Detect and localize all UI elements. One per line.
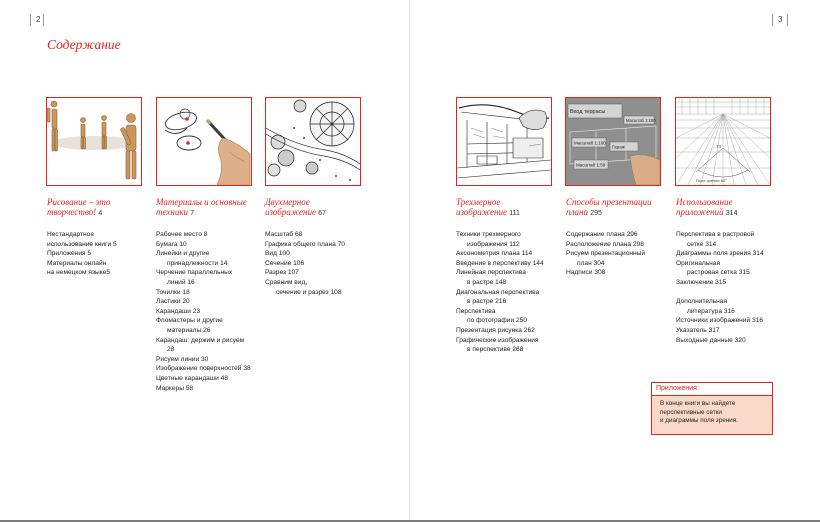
- list-item: Маркеры 58: [156, 384, 194, 392]
- section-title: [566, 197, 670, 219]
- list-item: Диагональная перспектива: [456, 288, 540, 296]
- grid-field-of-view-label: Поле зрения 60°: [696, 178, 727, 183]
- list-item: на немецком языке5: [47, 269, 111, 277]
- list-item: Техники трехмерного: [456, 231, 521, 238]
- list-item: Линейная перспектива: [456, 269, 526, 277]
- list-item: Рисуем линии 30: [156, 355, 209, 363]
- section-materials-techniques: [156, 197, 260, 393]
- page-fold: [409, 0, 410, 520]
- list-item: Аксонометрия плана 114: [456, 250, 533, 258]
- list-item: 28: [167, 346, 175, 354]
- list-item: Введение в перспективу 144: [456, 259, 544, 267]
- list-item: Разрез 107: [265, 269, 299, 277]
- thumbnail-mannequins: [46, 97, 142, 186]
- list-item: по фотографии 250: [467, 317, 527, 325]
- list-item: сетке 314: [687, 240, 717, 248]
- list-item: Черчение параллельных: [156, 269, 233, 277]
- thumbnail-presentation-plan: [565, 97, 661, 186]
- list-item: Сравним вид,: [265, 278, 308, 286]
- list-item: литература 316: [687, 307, 735, 315]
- list-item: план 304: [577, 259, 605, 267]
- section-3d-representation: [456, 197, 560, 355]
- list-item: Цветные карандаши 48: [156, 374, 228, 382]
- list-item: Диаграммы поля зрения 314: [676, 250, 764, 258]
- list-item: Ластики 20: [156, 298, 190, 306]
- thumbnail-perspective-sketch: [456, 97, 552, 186]
- plan-label-garage: Гараж: [612, 144, 625, 150]
- page-number-left: 2: [36, 15, 41, 24]
- list-item: Нестандартное: [47, 231, 95, 238]
- section-page-number: 7: [190, 210, 195, 217]
- section-title: [47, 197, 151, 219]
- list-item: Дополнительная: [676, 298, 728, 306]
- list-item: Расположение плана 298: [566, 240, 644, 248]
- grid-small-label: 74: [716, 144, 722, 149]
- list-item: сечение и разрез 108: [276, 288, 342, 296]
- plan-label-scale-3: Масштаб 1:100: [626, 118, 656, 123]
- section-page-number: 295: [590, 210, 602, 217]
- list-item: Рабочее место 8: [156, 231, 208, 238]
- list-item: Надписи 308: [566, 269, 606, 277]
- section-title: [456, 197, 560, 219]
- section-page-number: 67: [318, 210, 327, 217]
- list-item: Изображение поверхностей 38: [156, 365, 251, 373]
- appendix-note-line: и диаграммы поля зрения.: [660, 417, 738, 425]
- section-page-number: 314: [725, 210, 738, 217]
- list-item: Перспектива: [456, 307, 496, 315]
- list-item: Оригинальная: [676, 259, 721, 267]
- appendix-note-box: [651, 382, 773, 435]
- crop-mark: [43, 14, 44, 26]
- appendix-note-heading: Приложения:: [652, 383, 772, 396]
- section-title-line: техники: [156, 207, 189, 217]
- section-title-line: Способы презентации: [566, 197, 652, 207]
- section-2d-representation: [265, 197, 369, 297]
- appendix-note-body: [652, 396, 772, 426]
- section-using-appendices: [676, 197, 780, 345]
- section-title: [265, 197, 369, 219]
- list-item: Рисуем презентационный: [566, 250, 646, 258]
- list-item: Презентация рисунка 262: [456, 326, 535, 334]
- list-item: Содержание плана 296: [566, 231, 638, 238]
- section-title-line: Двухмерное: [265, 197, 310, 207]
- list-item: принадлежности 14: [167, 259, 228, 267]
- list-item: в растре 148: [467, 278, 507, 286]
- list-item: Заключение 315: [676, 278, 727, 286]
- page-title: Содержание: [47, 37, 121, 52]
- section-title-line: Материалы и основные: [156, 197, 247, 207]
- thumbnail-perspective-grid: [675, 97, 771, 186]
- list-item: Карандаш: держим и рисуем: [156, 336, 245, 344]
- list-item: линий 16: [167, 278, 195, 286]
- section-page-number: 4: [98, 210, 103, 217]
- thumbnail-site-plan: [265, 97, 361, 186]
- list-item: Линейки и другие: [156, 250, 210, 258]
- crop-mark: [30, 14, 31, 26]
- list-item: Точилки 18: [156, 288, 190, 296]
- thumbnail-drawing-hand: [156, 97, 252, 186]
- list-item: Фломастеры и другие: [156, 317, 223, 325]
- section-title-line: Трехмерное: [456, 197, 501, 207]
- section-page-number: 111: [509, 210, 520, 217]
- list-item: использование книги 5: [47, 240, 117, 248]
- list-item: Сечение 106: [265, 259, 305, 267]
- appendix-note-line: В конце книги вы найдете: [660, 400, 736, 407]
- section-title-line: творчество!: [47, 207, 97, 217]
- section-title: [676, 197, 780, 219]
- section-title-line: Использование: [676, 197, 733, 207]
- list-item: в растре 216: [467, 298, 507, 306]
- list-item: изображения 112: [467, 240, 520, 248]
- plan-label-entrance: Вход террасы: [570, 109, 606, 115]
- list-item: Карандаши 23: [156, 307, 201, 315]
- section-title-line: изображение: [456, 207, 508, 217]
- list-item: в перспективе 268: [467, 346, 524, 354]
- list-item: Материалы онлайн: [47, 259, 107, 267]
- section-title-line: изображение: [265, 207, 317, 217]
- section-title: [156, 197, 260, 219]
- list-item: материалы 26: [167, 326, 211, 334]
- list-item: Источники изображений 316: [676, 317, 763, 325]
- list-item: Вид 100: [265, 250, 290, 258]
- list-item: Графика общего плана 70: [265, 240, 345, 248]
- list-item: Выходные данные 320: [676, 336, 746, 344]
- page-number-right: 3: [778, 15, 783, 24]
- list-item: Бумага 10: [156, 240, 187, 248]
- list-item: растровая сетка 315: [687, 269, 750, 277]
- appendix-note-line: перспективные сетки: [660, 408, 722, 416]
- list-item: Указатель 317: [676, 326, 720, 334]
- list-item: Перспектива в растровой: [676, 231, 755, 238]
- section-title-line: плана: [566, 207, 588, 217]
- list-item: Масштаб 68: [265, 231, 303, 238]
- section-title-line: приложений: [676, 207, 724, 217]
- plan-label-scale-2: Масштаб 1:50: [576, 162, 606, 168]
- section-drawing-creativity: [47, 197, 151, 278]
- list-item: Графические изображения: [456, 336, 539, 344]
- section-plan-presentation: [566, 197, 670, 278]
- plan-label-scale-1: Масштаб 1:100: [574, 140, 606, 146]
- crop-mark: [772, 14, 773, 26]
- list-item: Приложения 5: [47, 250, 92, 258]
- crop-mark: [787, 14, 788, 26]
- section-title-line: Рисование – это: [47, 197, 111, 207]
